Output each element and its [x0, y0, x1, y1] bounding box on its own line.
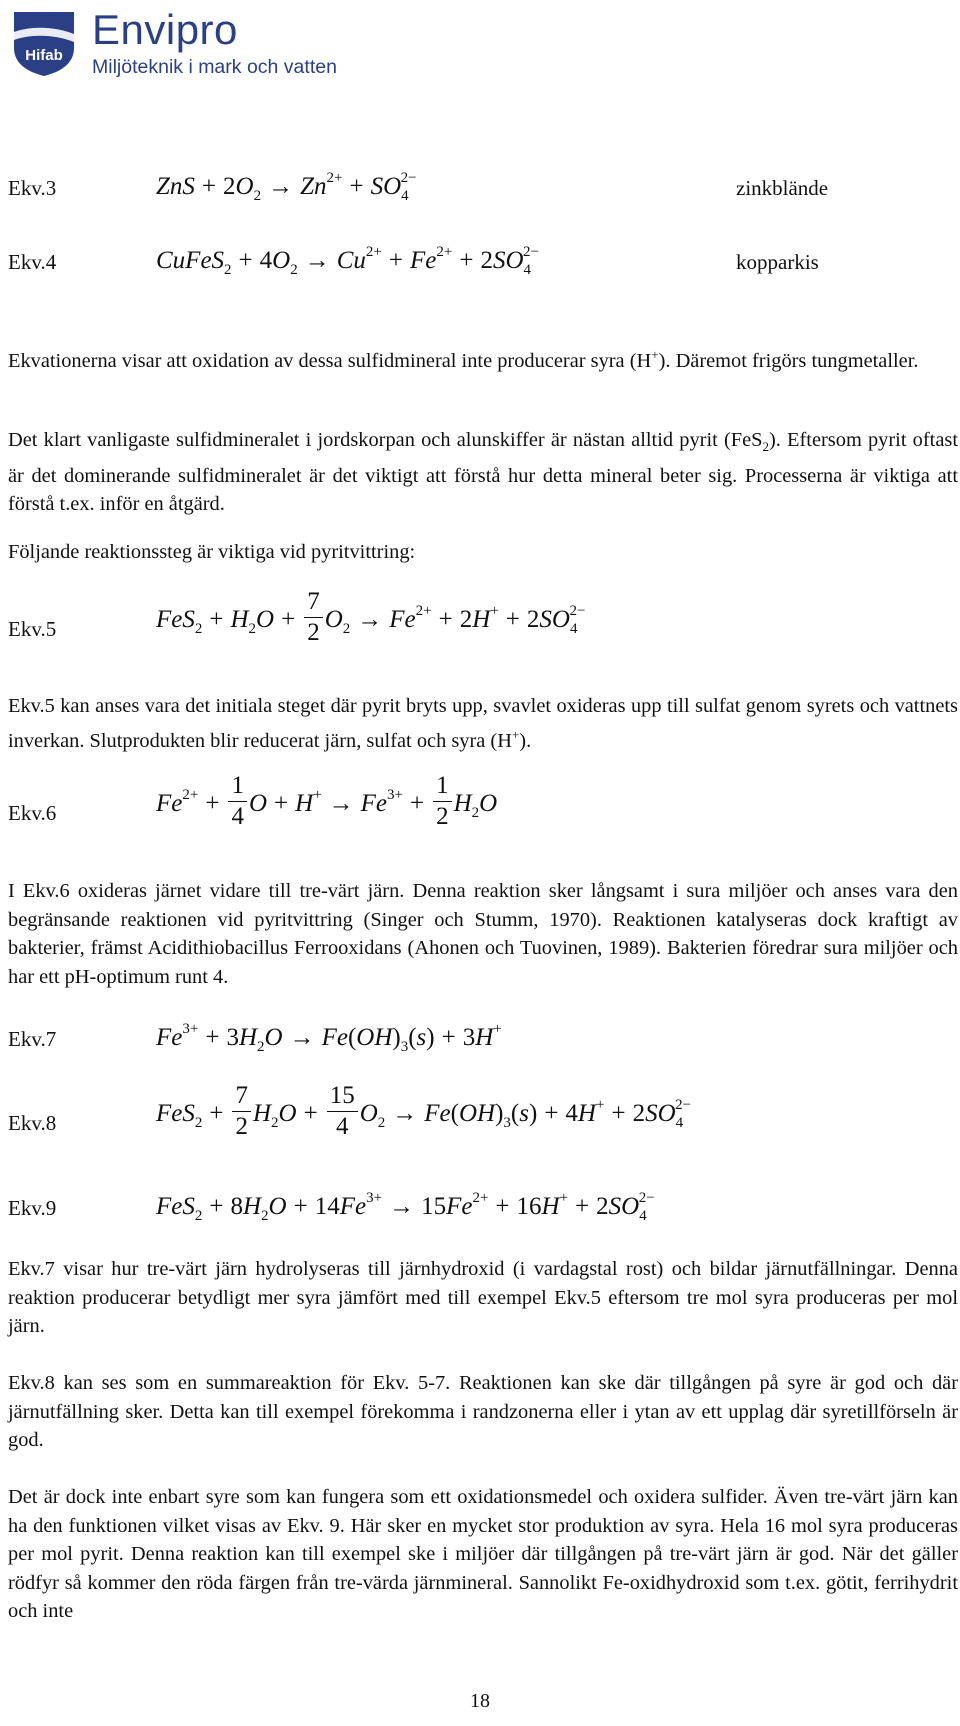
paragraph-1: Ekvationerna visar att oxidation av dessa sulfidmineral inte producerar syra (H+). Däremot frigörs tungmetaller. [8, 347, 919, 372]
equation-formula: FeS$_2$ + $\frac{7}{2}$ $H_2O$ + $\frac{15}{4}$ $O_2 \to Fe(OH)_3(s) + 4H^+ + 2SO_4^{2-}$ [156, 1082, 692, 1140]
paragraph-6: Ekv.7 visar hur tre-värt järn hydrolyseras till järnhydroxid (i vardagstal rost) och bildar järnutfällningar. Denna reaktion producerar betydligt mer syra jämfört med till exempel Ekv.5 eftersom tre mol syra produceras per mol järn. [8, 1258, 958, 1338]
equation-label: Ekv.8 [8, 1111, 57, 1135]
logo-letters: Hifab [25, 47, 63, 64]
equation-formula: $Fe^{3+} + 3H_2O \to Fe(OH)_3(s) + 3H^+$ [156, 1021, 502, 1055]
hifab-shield-icon [10, 8, 78, 78]
paragraph-4: Ekv.5 kan anses vara det initiala steget där pyrit bryts upp, svavlet oxideras upp till sulfat genom syrets och vattnets inverkan. Slutprodukten blir reducerat järn, sulfat och syra (H+). [8, 695, 958, 752]
paragraph-8: Det är dock inte enbart syre som kan fungera som ett oxidationsmedel och oxidera sulfider. Även tre-värt järn kan ha den funktionen vilket visas av Ekv. 9. Här sker en mycket stor produktion av syra. Hela 16 mol syra produceras per mol pyrit. Denna reaktion kan till exempel ske i miljöer där tillgången på tre-värt järn är god. När det gäller rödfyr så kommer den röda färgen från tre-värda järnmineral. Sannolikt Fe-oxidhydroxid som t.ex. götit, ferrihydrit och inte [8, 1486, 958, 1623]
mineral-name: zinkblände [736, 176, 829, 200]
equation-formula: ZnS + $2O_2 \to Zn^{2+} + SO_4^{2-}$ [156, 170, 417, 204]
paragraph-7: Ekv.8 kan ses som en summareaktion för Ekv. 5-7. Reaktionen kan ske där tillgången på syre är god och där järnutfällning sker. Detta kan till exempel förekomma i randzonerna eller i ytan av ett upplag där syretillförseln är god. [8, 1372, 958, 1452]
paragraph-3: Följande reaktionssteg är viktiga vid pyritvittring: [8, 541, 416, 563]
brand-tagline: Miljöteknik i mark och vatten [92, 56, 337, 78]
equation-label: Ekv.6 [8, 801, 57, 825]
envipro-logo [10, 6, 337, 80]
paragraph-5: I Ekv.6 oxideras järnet vidare till tre-värt järn. Denna reaktion sker långsamt i sura miljöer och anses vara den begränsande reaktionen vid pyritvittring (Singer och Stumm, 1970). Reaktionen katalyseras dock kraftigt av bakterier, främst Acidithiobacillus Ferrooxidans (Ahonen och Tuovinen, 1989). Bakterien föredrar sura miljöer och har ett pH-optimum runt 4. [8, 880, 958, 988]
equation-label: Ekv.9 [8, 1196, 57, 1220]
page-number: 18 [470, 1690, 490, 1712]
equation-label: Ekv.4 [8, 250, 57, 274]
equation-formula: $FeS_2 + H_2O$ + $\frac{7}{2}$ $O_2 \to Fe^{2+} + 2H^+ + 2SO_4^{2-}$ [156, 588, 586, 646]
equation-label: Ekv.3 [8, 176, 57, 200]
equation-formula: $Fe^{2+}$ + $\frac{1}{4}$ $O + H^+ \to Fe^{3+}$ + $\frac{1}{2}$ $H_2O$ [156, 772, 498, 830]
mineral-name: kopparkis [736, 250, 819, 274]
equation-label: Ekv.5 [8, 617, 57, 641]
paragraph-2: Det klart vanligaste sulfidmineralet i jordskorpan och alunskiffer är nästan alltid pyrit (FeS$_2$). Eftersom pyrit oftast är det dominerande sulfidmineralet är det viktigt att förstå hur detta mineral beter sig. Processerna är viktiga att förstå t.ex. inför en åtgärd. [8, 429, 958, 516]
equation-formula: CuFeS$_2$ + $4O_2 \to Cu^{2+} + Fe^{2+} + 2SO_4^{2-}$ [156, 244, 539, 278]
brand-name: Envipro [92, 6, 238, 53]
equation-formula: $FeS_2 + 8H_2O + 14Fe^{3+} \to 15Fe^{2+} + 16H^+ + 2SO_4^{2-}$ [156, 1190, 655, 1224]
equation-label: Ekv.7 [8, 1027, 57, 1051]
